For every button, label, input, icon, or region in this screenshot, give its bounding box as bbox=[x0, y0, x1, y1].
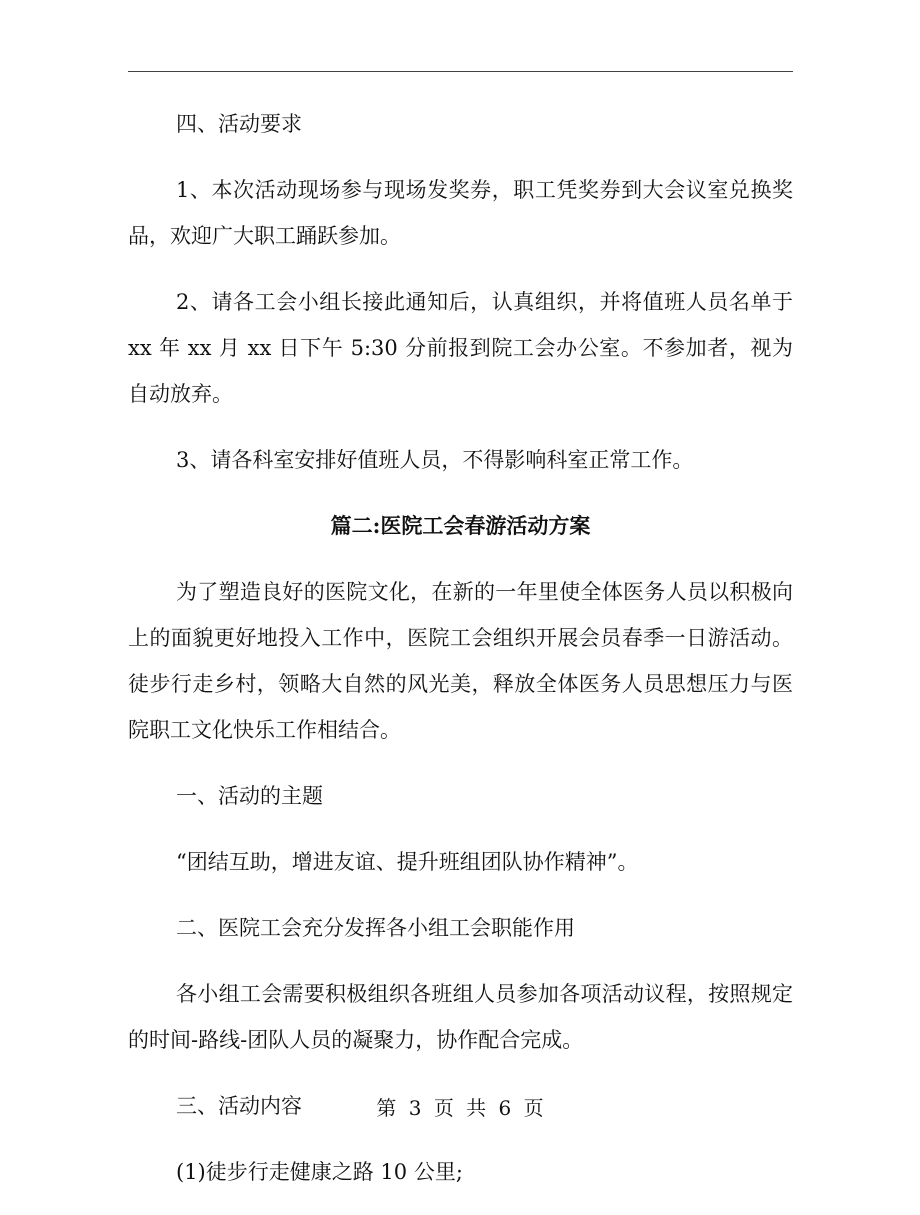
page-footer bbox=[0, 1090, 920, 1126]
section-heading-content: 三、活动内容 bbox=[176, 1094, 302, 1118]
theme-slogan: “团结互助，增进友谊、提升班组团队协作精神”。 bbox=[176, 850, 639, 874]
footer-label-total: 共 bbox=[466, 1096, 487, 1120]
document-body bbox=[128, 101, 793, 1215]
section-heading-union-role: 二、医院工会充分发挥各小组工会职能作用 bbox=[176, 916, 575, 940]
article-title: 篇二:医院工会春游活动方案 bbox=[330, 513, 591, 538]
requirement-item-3: 3、请各科室安排好值班人员，不得影响科室正常工作。 bbox=[176, 448, 694, 472]
footer-label-page: 第 bbox=[376, 1096, 397, 1120]
total-pages-number: 6 bbox=[498, 1096, 512, 1120]
footer-label-total-unit: 页 bbox=[523, 1096, 544, 1120]
section-heading-requirements: 四、活动要求 bbox=[176, 112, 302, 136]
header-rule bbox=[128, 71, 793, 72]
union-role-paragraph: 各小组工会需要积极组织各班组人员参加各项活动议程，按照规定的时间-路线-团队人员的凝聚力，协作配合完成。 bbox=[128, 982, 793, 1052]
section-heading-theme: 一、活动的主题 bbox=[176, 784, 323, 808]
content-item-1: (1)徒步行走健康之路 10 公里; bbox=[176, 1160, 463, 1184]
footer-label-page-unit: 页 bbox=[433, 1096, 454, 1120]
requirement-item-1: 1、本次活动现场参与现场发奖券，职工凭奖券到大会议室兑换奖品，欢迎广大职工踊跃参加。 bbox=[128, 178, 793, 248]
requirement-item-2: 2、请各工会小组长接此通知后，认真组织，并将值班人员名单于 xx 年 xx 月 xx 日下午 5:30 分前报到院工会办公室。不参加者，视为自动放弃。 bbox=[128, 290, 793, 406]
current-page-number: 3 bbox=[408, 1096, 422, 1120]
intro-paragraph: 为了塑造良好的医院文化，在新的一年里使全体医务人员以积极向上的面貌更好地投入工作中，医院工会组织开展会员春季一日游活动。徒步行走乡村，领略大自然的风光美，释放全体医务人员思想压力与医院职工文化快乐工作相结合。 bbox=[128, 580, 793, 742]
